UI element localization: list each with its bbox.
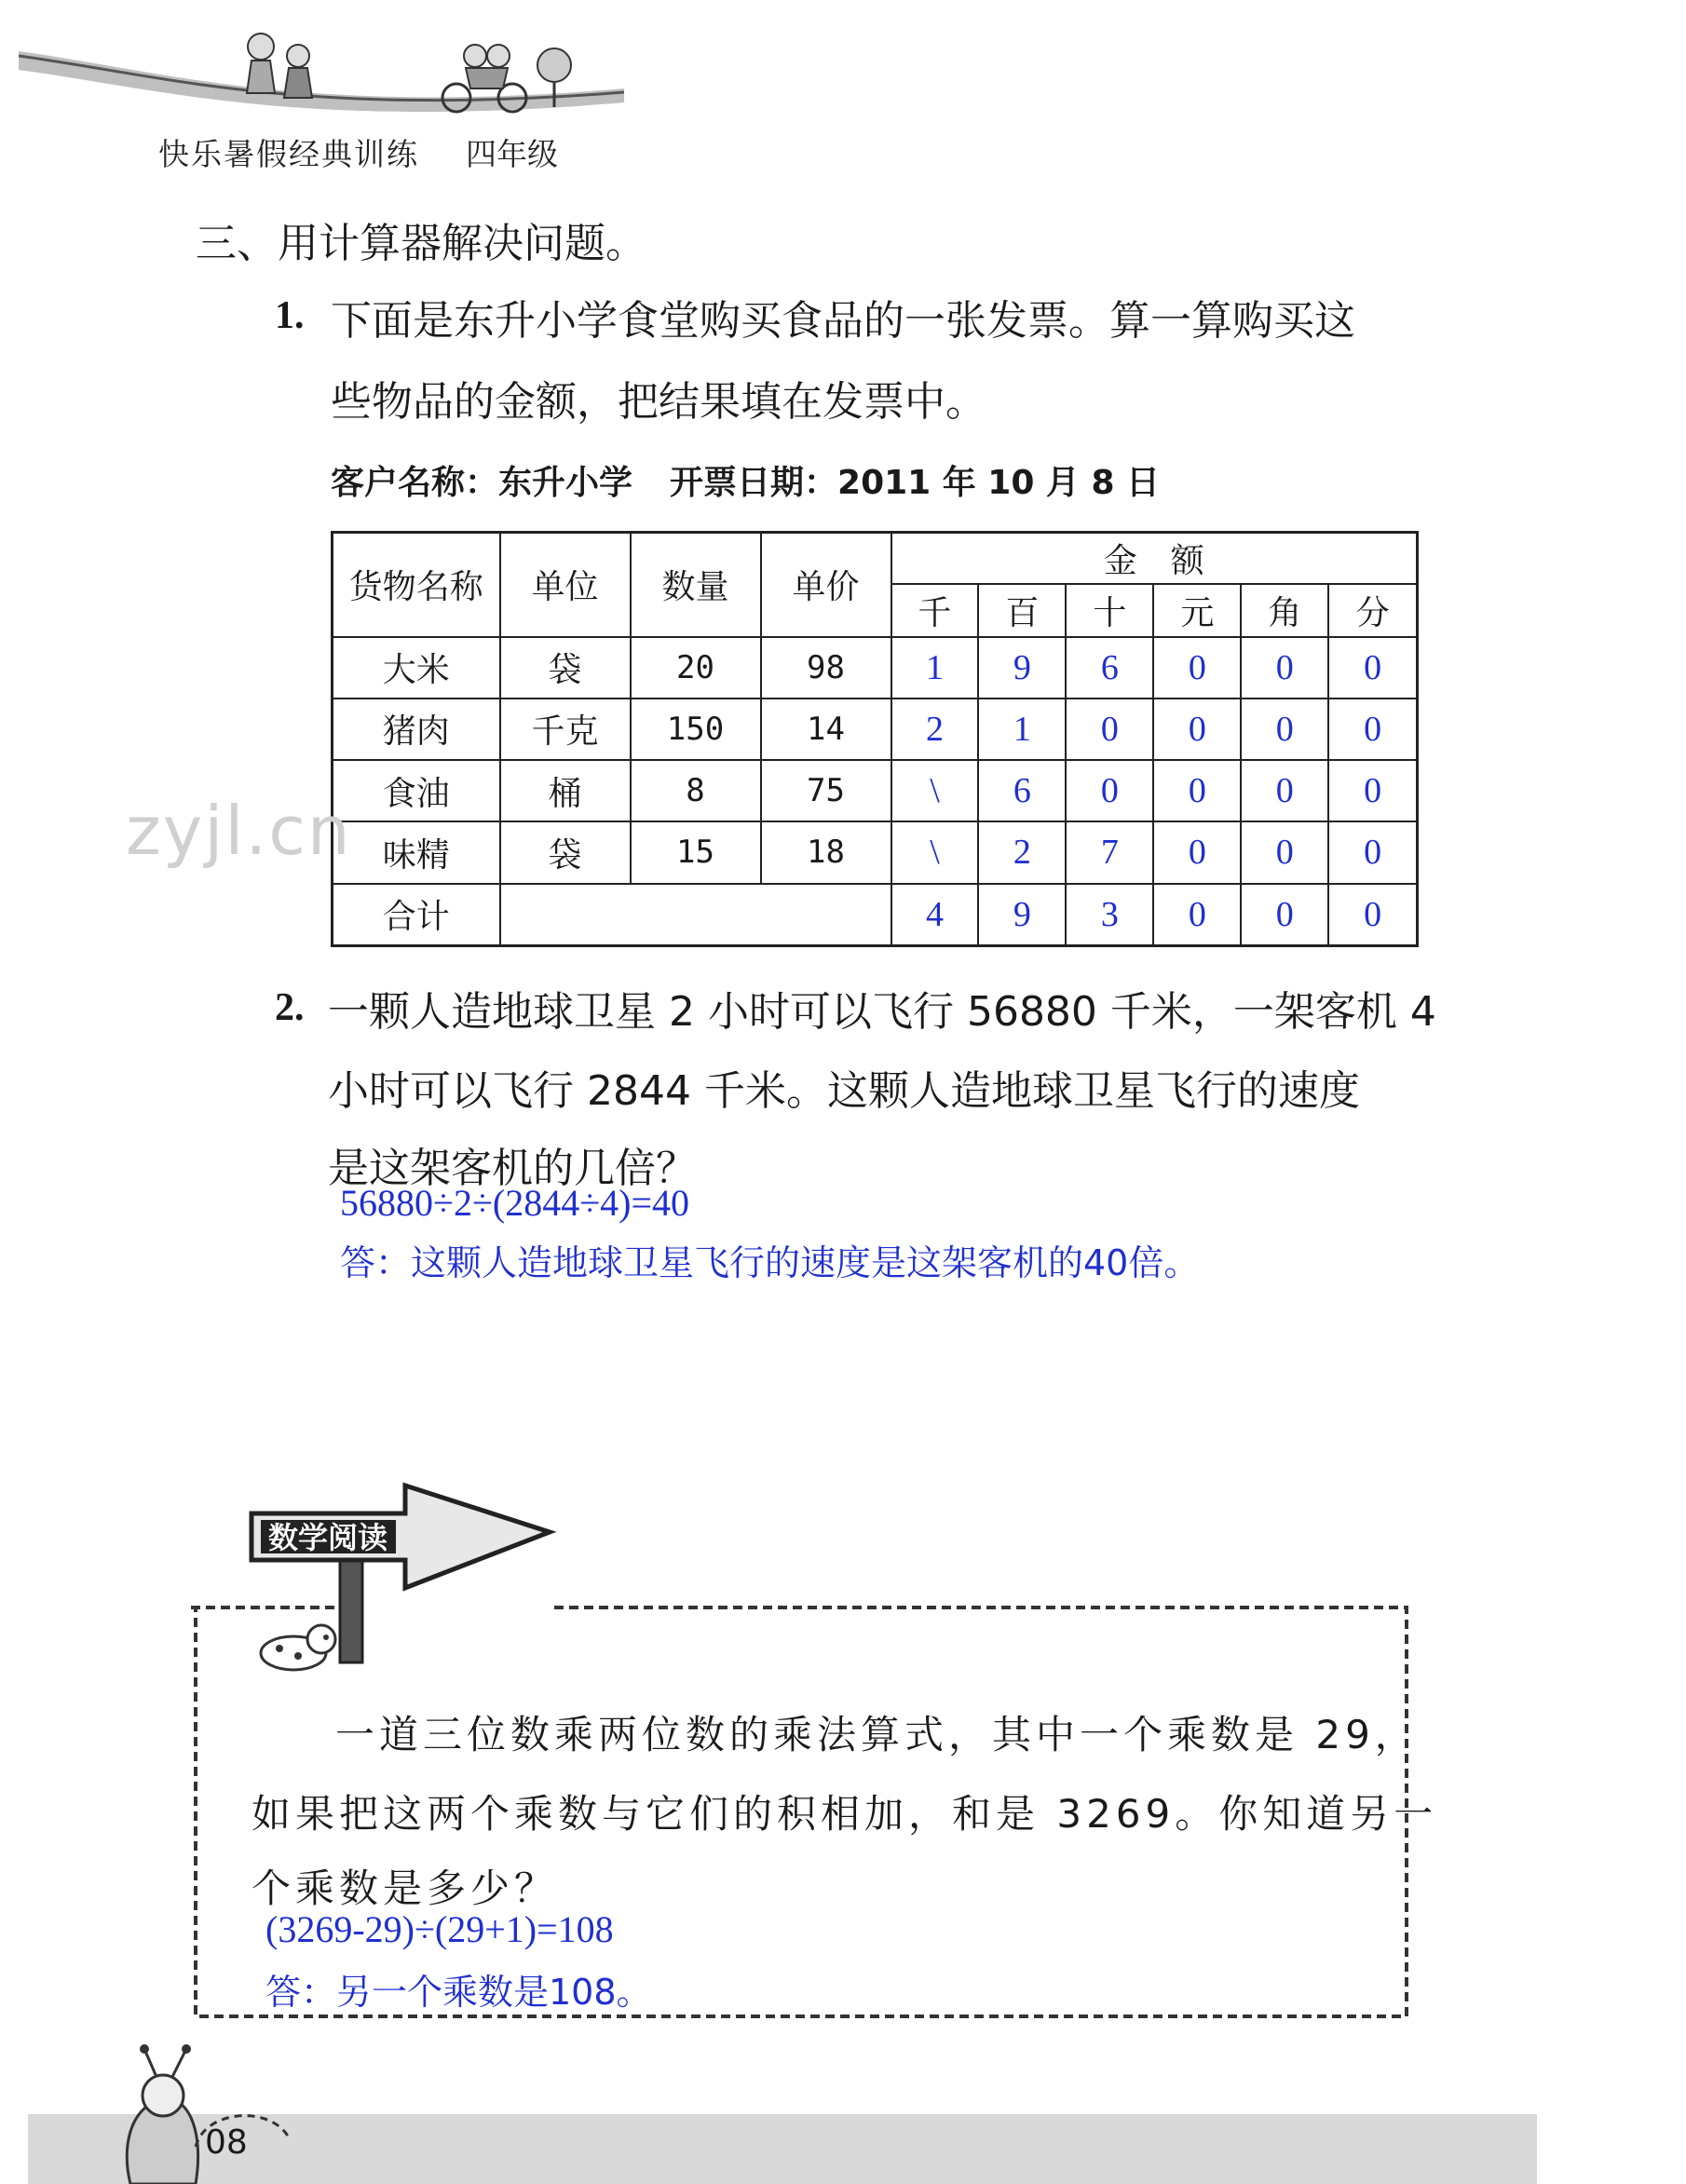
amount-digit: 7: [1066, 821, 1153, 883]
amount-unit-thousand: 千: [891, 584, 979, 637]
header-unit: 单位: [500, 533, 631, 637]
amount-digit: 6: [1066, 637, 1153, 699]
amount-unit-yuan: 元: [1153, 584, 1241, 637]
amount-digit: \: [891, 760, 979, 821]
amount-digit: 0: [1241, 699, 1328, 760]
goods-price: 18: [761, 821, 891, 883]
goods-price: 75: [761, 760, 891, 821]
header-amount: 金 额: [891, 533, 1418, 584]
amount-digit: \: [891, 821, 979, 883]
question-2-line-3: 是这架客机的几倍？: [328, 1145, 697, 1192]
goods-name: 大米: [333, 637, 500, 699]
amount-digit: 9: [978, 637, 1066, 699]
amount-digit: 6: [978, 760, 1066, 821]
amount-digit: 0: [1241, 821, 1328, 883]
amount-digit: 0: [1153, 760, 1241, 821]
invoice-date: 开票日期：2011 年 10 月 8 日: [670, 464, 1161, 502]
question-1-line-2: 些物品的金额，把结果填在发票中。: [331, 378, 986, 426]
grade-label: 四年级: [466, 136, 558, 172]
goods-name: 食油: [333, 760, 500, 821]
question-2-number: 2.: [275, 986, 305, 1029]
table-row-total: [333, 884, 1418, 946]
total-digit: 0: [1328, 884, 1417, 946]
goods-unit: 袋: [500, 637, 631, 699]
goods-qty: 150: [631, 699, 761, 760]
reading-line-1: 一道三位数乘两位数的乘法算式，其中一个乘数是 29，: [335, 1712, 1419, 1757]
total-digit: 4: [891, 884, 979, 946]
amount-digit: 0: [1328, 760, 1417, 821]
total-digit: 3: [1066, 884, 1153, 946]
invoice-table: [331, 531, 1419, 947]
goods-unit: 桶: [500, 760, 631, 821]
reading-answer-formula: (3269-29)÷(29+1)=108: [265, 1908, 614, 1950]
header-illustration: [19, 14, 624, 135]
amount-digit: 2: [978, 821, 1066, 883]
goods-name: 味精: [333, 821, 500, 883]
table-row: [333, 699, 1418, 760]
table-row: [333, 637, 1418, 699]
goods-price: 14: [761, 699, 891, 760]
header-quantity: 数量: [631, 533, 761, 637]
goods-price: 98: [761, 637, 891, 699]
invoice-customer: 客户名称：东升小学: [331, 464, 633, 502]
amount-digit: 0: [1241, 760, 1328, 821]
question-2-line-1: 一颗人造地球卫星 2 小时可以飞行 56880 千米，一架客机 4: [328, 988, 1436, 1036]
sign-label: 数学阅读: [268, 1520, 388, 1555]
total-digit: 0: [1241, 884, 1328, 946]
dog-icon: [252, 1611, 345, 1676]
reading-answer-text: 答：另一个乘数是108。: [265, 1972, 652, 2013]
goods-unit: 袋: [500, 821, 631, 883]
amount-unit-jiao: 角: [1241, 584, 1328, 637]
goods-unit: 千克: [500, 699, 631, 760]
amount-digit: 1: [978, 699, 1066, 760]
amount-digit: 0: [1328, 699, 1417, 760]
total-digit: 9: [978, 884, 1066, 946]
amount-digit: 0: [1153, 637, 1241, 699]
reading-line-2: 如果把这两个乘数与它们的积相加，和是 3269。你知道另一: [252, 1791, 1438, 1837]
watermark: zyjl.cn: [126, 792, 352, 870]
amount-digit: 0: [1066, 760, 1153, 821]
table-row: [333, 760, 1418, 821]
amount-digit: 0: [1241, 637, 1328, 699]
amount-unit-fen: 分: [1328, 584, 1417, 637]
amount-unit-hundred: 百: [978, 584, 1066, 637]
total-label: 合计: [333, 884, 500, 946]
total-empty-cell: [500, 884, 891, 946]
amount-digit: 2: [891, 699, 979, 760]
header-goods-name: 货物名称: [333, 533, 500, 637]
goods-qty: 20: [631, 637, 761, 699]
reading-line-3: 个乘数是多少？: [252, 1865, 559, 1911]
section-heading: 三、用计算器解决问题。: [196, 220, 646, 267]
question-1-number: 1.: [275, 294, 305, 337]
amount-digit: 1: [891, 637, 979, 699]
question-2-answer-text: 答：这颗人造地球卫星飞行的速度是这架客机的40倍。: [340, 1242, 1200, 1283]
amount-digit: 0: [1328, 821, 1417, 883]
amount-unit-ten: 十: [1066, 584, 1153, 637]
goods-name: 猪肉: [333, 699, 500, 760]
header-unit-price: 单价: [761, 533, 891, 637]
amount-digit: 0: [1066, 699, 1153, 760]
table-row: [333, 821, 1418, 883]
question-1-line-1: 下面是东升小学食堂购买食品的一张发票。算一算购买这: [331, 297, 1355, 345]
amount-digit: 0: [1153, 699, 1241, 760]
book-title: 快乐暑假经典训练: [158, 136, 419, 172]
question-2-answer-formula: 56880÷2÷(2844÷4)=40: [340, 1182, 690, 1224]
amount-digit: 0: [1153, 821, 1241, 883]
page-number: 08: [205, 2123, 248, 2162]
total-digit: 0: [1153, 884, 1241, 946]
goods-qty: 15: [631, 821, 761, 883]
amount-digit: 0: [1328, 637, 1417, 699]
snail-icon: [93, 2044, 307, 2184]
invoice-meta: [331, 456, 1160, 504]
question-2-line-2: 小时可以飞行 2844 千米。这颗人造地球卫星飞行的速度: [328, 1067, 1360, 1115]
goods-qty: 8: [631, 760, 761, 821]
